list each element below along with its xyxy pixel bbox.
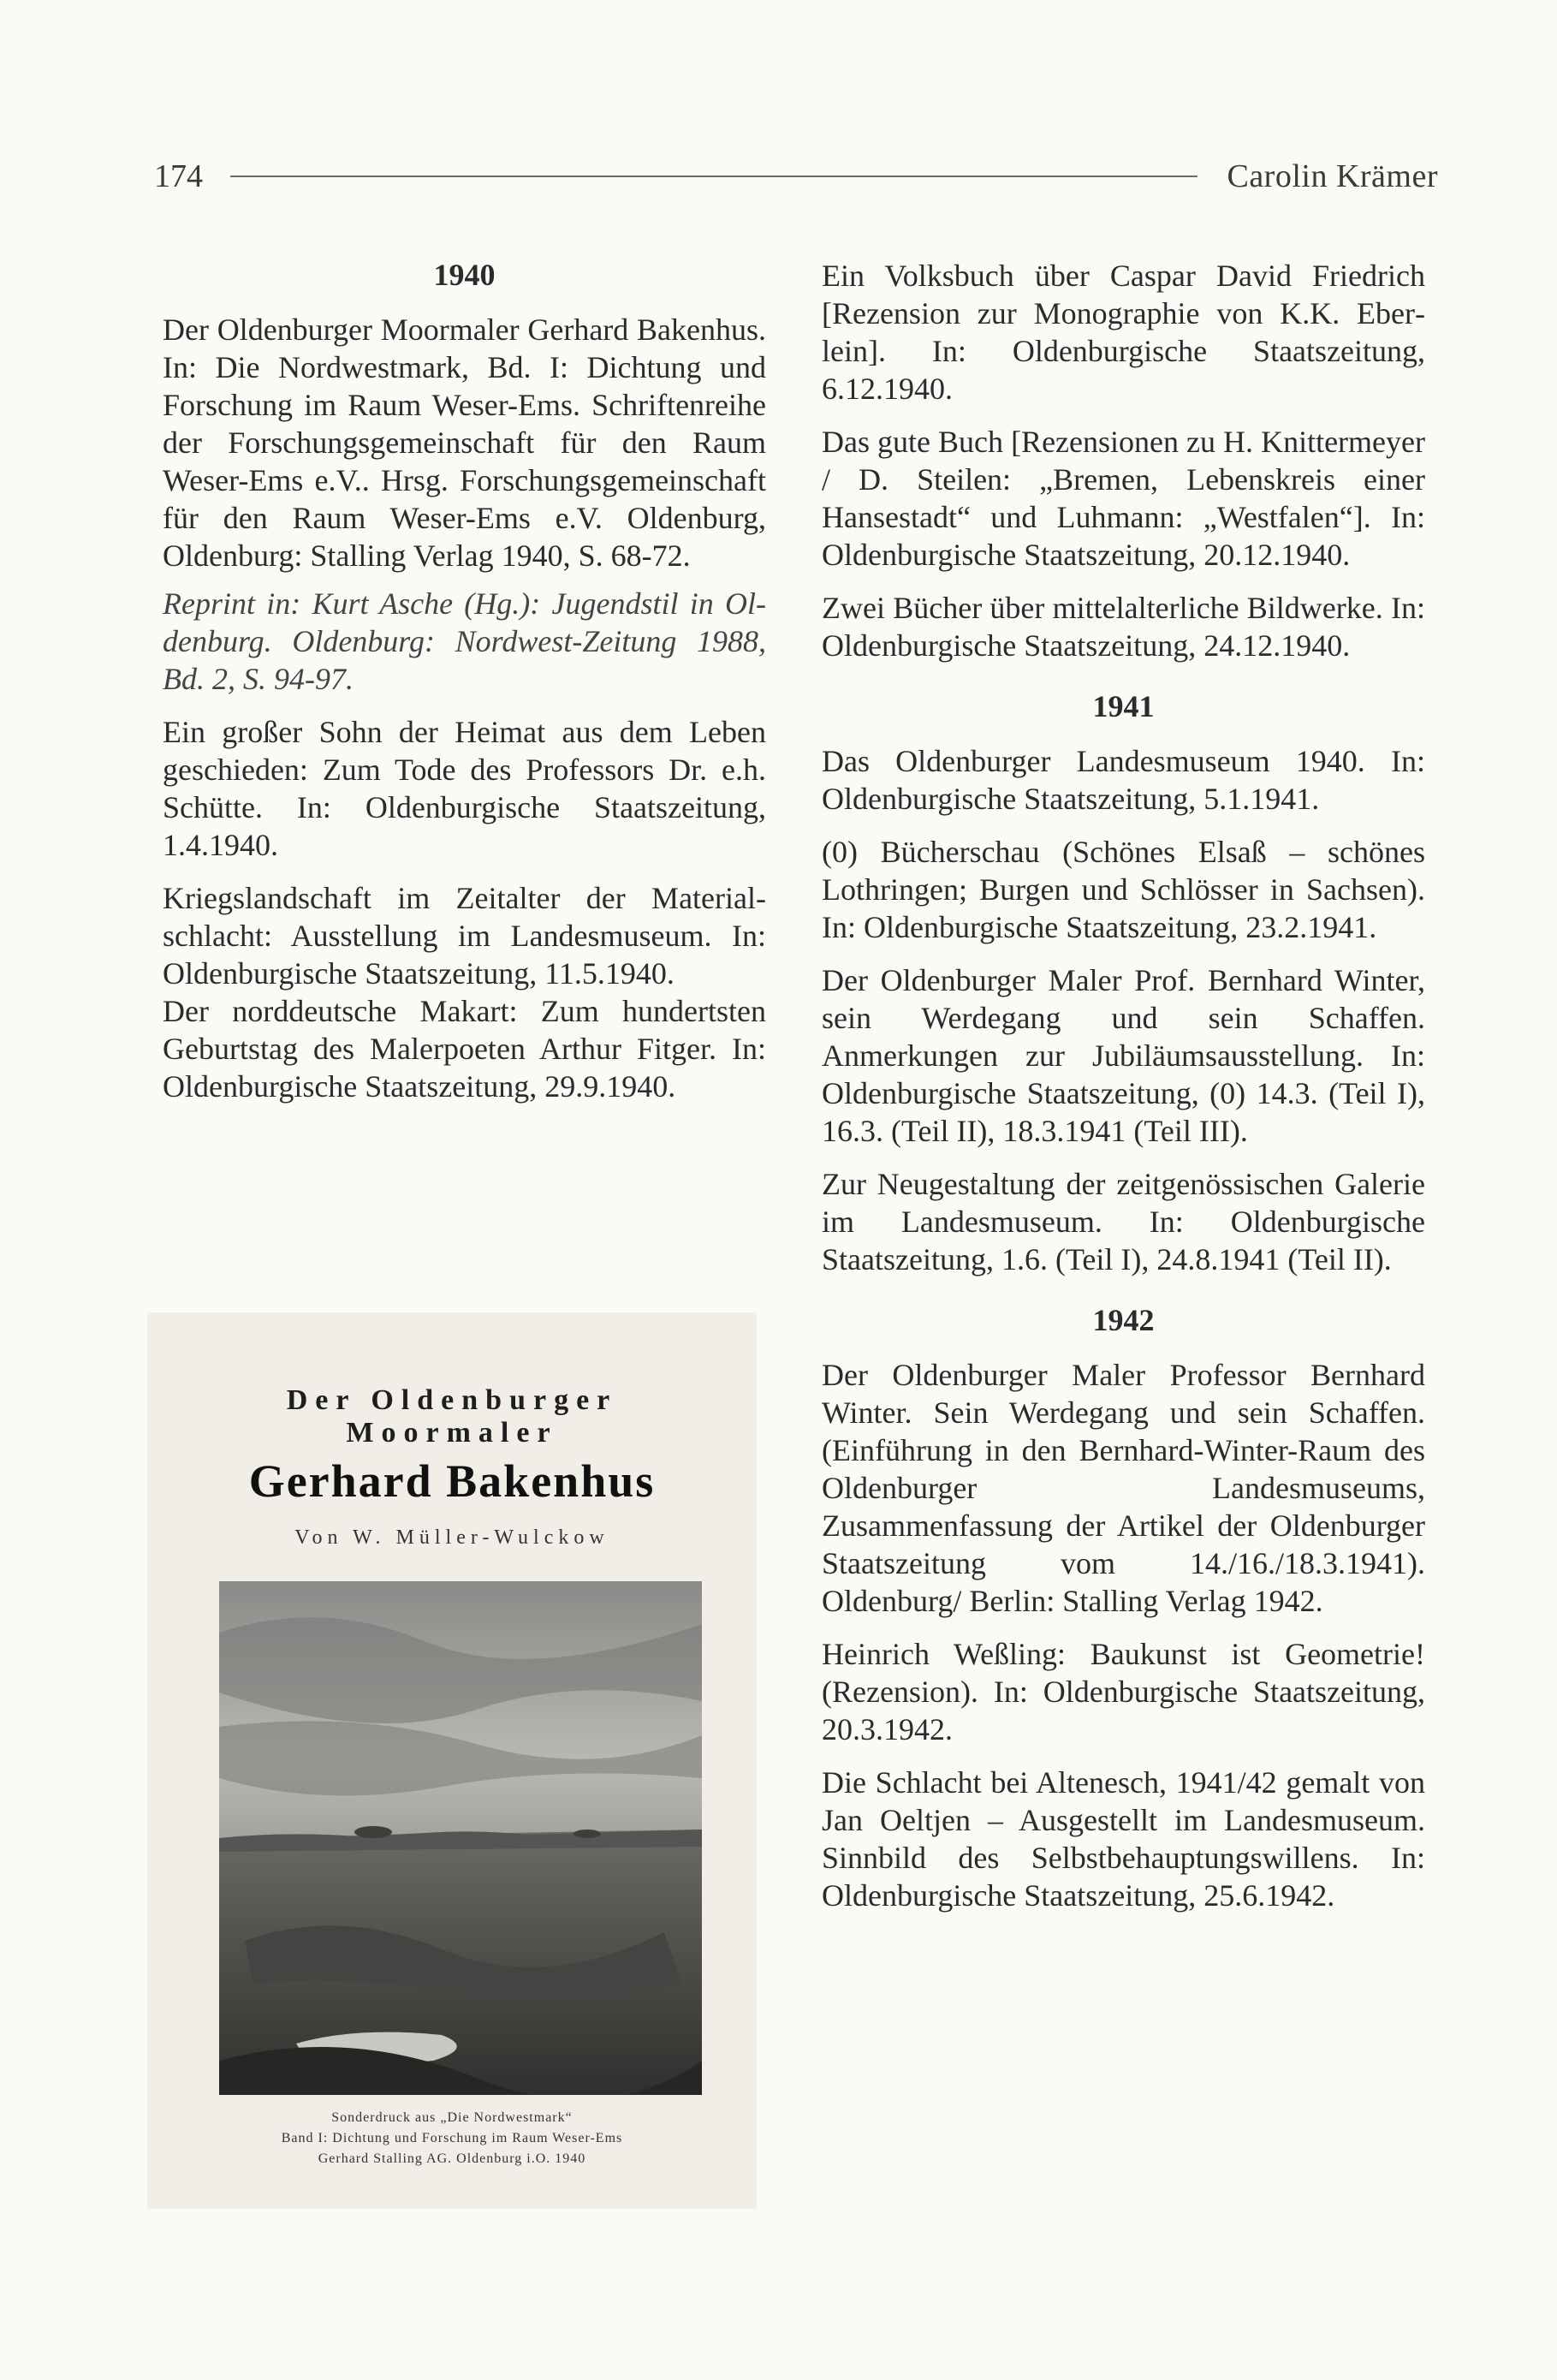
book-cover-image: [147, 1312, 757, 2209]
bibliography-entry: Die Schlacht bei Altenesch, 1941/42 gemalt von Jan Oeltjen – Ausgestellt im Landesmuseum. Sinnbild des Selbstbehauptungswillens. In: Oldenburgische Staatszeitung, 25.6.1942.: [822, 1765, 1425, 1913]
book-cover: [193, 1384, 710, 2166]
bibliography-entry: Zur Neugestaltung der zeitgenössischen Galerie im Landesmuseum. In: Oldenburgische Staatszeitung, 1.6. (Teil I), 24.8.1941 (Teil II).: [822, 1167, 1425, 1277]
cover-imprint-line: Sonderdruck aus „Die Nordwestmark“: [331, 2110, 573, 2125]
year-heading-1941: 1941: [1092, 689, 1155, 723]
bibliography-entry: Das gute Buch [Rezensionen zu H. Knittermeyer / D. Steilen: „Bremen, Lebenskreis einer Hansestadt“ und Luhmann: „Westfalen“]. In: Oldenburgische Staatszeitung, 20.12.1940.: [822, 425, 1425, 572]
bibliography-entry: Das Oldenburger Landesmuseum 1940. In: Oldenburgische Staatszeitung, 5.1.1941.: [822, 744, 1425, 817]
bibliography-entry: Ein großer Sohn der Heimat aus dem Leben geschieden: Zum Tode des Professors Dr. e.h. Schütte. In: Oldenburgische Staatszeitung, 1.4.1940.: [163, 715, 766, 863]
bibliography-entry: (0) Bücherschau (Schönes Elsaß – schönes Lothringen; Burgen und Schlösser in Sachsen). In: Oldenburgische Staatszeitung, 23.2.1941.: [822, 835, 1425, 945]
bibliography-entry: Zwei Bücher über mittelalterliche Bildwerke. In: Oldenburgische Staatszeitung, 24.12.1940.: [822, 591, 1425, 663]
bibliography-entry: Kriegslandschaft im Zeitalter der Materialschlacht: Ausstellung im Landesmuseum. In: Oldenburgische Staatszeitung, 11.5.1940.: [163, 881, 766, 991]
cover-title: Gerhard Bakenhus: [248, 1455, 656, 1507]
year-heading-1940: 1940: [433, 258, 496, 292]
bibliography-entry: Heinrich Weßling: Baukunst ist Geometrie! (Rezension). In: Oldenburgische Staatszeitung, 20.3.1942.: [822, 1637, 1425, 1747]
cover-author: Von W. Müller-Wulckow: [294, 1526, 609, 1549]
bibliography-entry: Der norddeutsche Makart: Zum hundertsten Geburtstag des Malerpoeten Arthur Fitger. In: Oldenburgische Staatszeitung, 29.9.1940.: [163, 994, 766, 1104]
page-header: [154, 152, 1438, 200]
cover-imprint-line: Gerhard Stalling AG. Oldenburg i.O. 1940: [318, 2151, 586, 2166]
moor-landscape-painting: [219, 1581, 702, 2095]
running-head-author: Carolin Krämer: [1227, 158, 1438, 194]
cover-imprint-line: Band I: Dichtung und Forschung im Raum Weser-Ems: [281, 2131, 623, 2145]
bibliography-entry: Der Oldenburger Maler Professor Bernhard Winter. Sein Werdegang und sein Schaffen. (Einführung in den Bernhard-Winter-Raum des Oldenburger Landesmuseums, Zusammenfassung der Artikel der Oldenburger Staatszeitung vom 14./16./18.3.1941). Oldenburg/ Berlin: Stalling Verlag 1942.: [822, 1358, 1425, 1619]
reprint-note: Reprint in: Kurt Asche (Hg.): Jugendstil in Oldenburg. Oldenburg: Nordwest-Zeitung 1988, Bd. 2, S. 94-97.: [163, 586, 766, 697]
header-rule: [230, 176, 1197, 177]
left-column: [163, 257, 766, 1121]
page-number: 174: [154, 158, 203, 194]
cover-subtitle: Der Oldenburger Moormaler: [286, 1384, 618, 1449]
bibliography-entry: Der Oldenburger Maler Prof. Bernhard Winter, sein Werdegang und sein Schaffen. Anmerkungen zur Jubiläumsausstellung. In: Oldenburgische Staatszeitung, (0) 14.3. (Teil I), 16.3. (Teil II), 18.3.1941 (Teil III).: [822, 963, 1425, 1149]
year-heading-1942: 1942: [1092, 1303, 1155, 1338]
bibliography-entry: Ein Volksbuch über Caspar David Friedrich [Rezension zur Monographie von K.K. Eberlein]. In: Oldenburgische Staatszeitung, 6.12.1940.: [822, 259, 1425, 406]
right-column: [822, 257, 1425, 1930]
bibliography-entry: Der Oldenburger Moormaler Gerhard Bakenhus. In: Die Nordwestmark, Bd. I: Dichtung und Forschung im Raum Weser-Ems. Schriftenreihe der Forschungsgemeinschaft für den Raum Weser-Ems e.V.. Hrsg. Forschungsgemeinschaft für den Raum Weser-Ems e.V. Oldenburg, Oldenburg: Stalling Verlag 1940, S. 68-72.: [163, 312, 766, 574]
